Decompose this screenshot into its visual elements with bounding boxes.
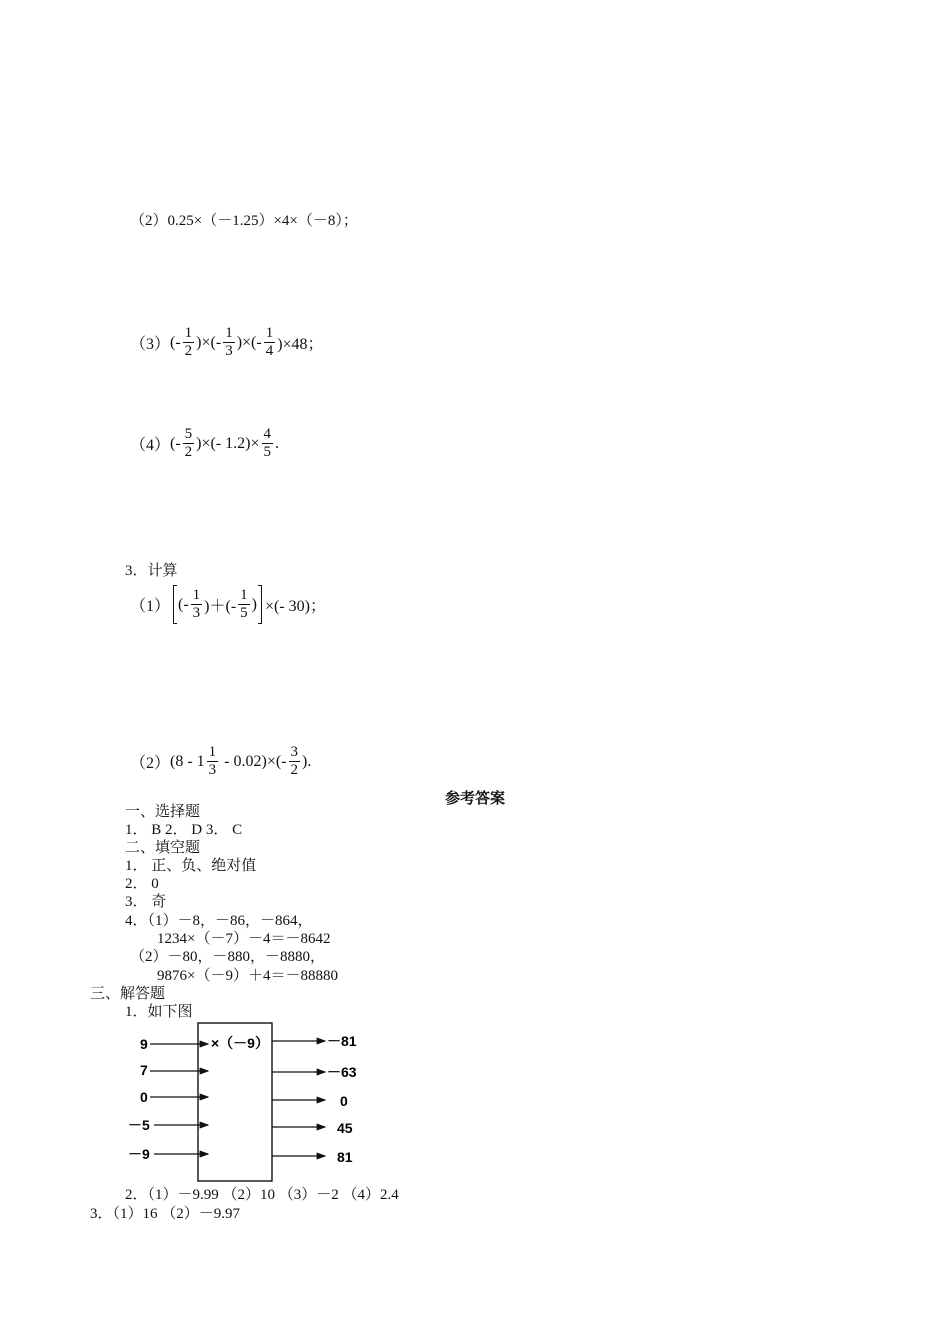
input-value: －9 (128, 1146, 150, 1162)
output-value: 81 (337, 1149, 353, 1165)
problem-3: （3） (- $\frac{1}{2}$ )×(- $\frac{1}{3}$ )×(- $\frac{1}{4}$ )×48； (130, 325, 324, 359)
problem-4-label: （4） (130, 437, 171, 454)
answer-line: 4．（1）－8，－86，－864， (125, 913, 313, 929)
output-value: －63 (327, 1064, 357, 1080)
output-value: 0 (340, 1093, 348, 1109)
answer-line: 9876×（－9）＋4＝－88880 (157, 968, 338, 984)
question-3-part-2: （2） (8 - 1 $\frac{1}{3}$ - 0.02)×(- $\frac{3}{2}$ ). (130, 744, 312, 778)
answer-line: 三、解答题 (90, 986, 166, 1002)
answer-line: 1234×（－7）－4＝－8642 (157, 931, 331, 947)
input-value: 7 (140, 1062, 148, 1078)
answer-line: 一、选择题 (125, 804, 201, 820)
fraction: $\frac{1}{4}$ (265, 325, 274, 359)
fraction: $\frac{1}{3}$ (225, 325, 233, 359)
fraction: $\frac{1}{2}$ (184, 325, 193, 359)
input-value: －5 (128, 1117, 150, 1133)
fraction: $\frac{3}{2}$ (290, 744, 299, 778)
problem-2: （2）0.25×（－1.25）×4×（－8）； (130, 213, 358, 229)
question-3-title: 3．计算 (125, 563, 178, 579)
answer-line: （2）－80，－880，－8880， (130, 949, 326, 965)
question-3-part-1: （1） (- $\frac{1}{3}$ )＋(- $\frac{1}{5}$ ) ×(- 30)； (130, 585, 326, 624)
answer-line: 3． 奇 (125, 894, 167, 910)
input-value: 0 (140, 1089, 148, 1105)
operation-label: ×（－9） (211, 1035, 269, 1051)
multiply-diagram (120, 1018, 370, 1188)
problem-4: （4） (- $\frac{5}{2}$ )×(- 1.2)× $\frac{4}{5}$ . (130, 426, 280, 460)
output-value: 45 (337, 1120, 353, 1136)
answer-line: 3．（1）16 （2）－9.97 (90, 1206, 241, 1222)
output-value: －81 (327, 1033, 357, 1049)
problem-3-label: （3） (130, 336, 171, 353)
answer-line: 1． 正、负、绝对值 (125, 858, 257, 874)
fraction: $\frac{1}{3}$ (208, 744, 217, 778)
q3-2-label: （2） (130, 755, 171, 772)
answer-line: 2． 0 (125, 876, 159, 892)
answers-title: 参考答案 (444, 791, 505, 807)
square-bracket: (- $\frac{1}{3}$ )＋(- $\frac{1}{5}$ ) (173, 585, 262, 624)
fraction: $\frac{5}{2}$ (184, 426, 193, 460)
fraction: $\frac{4}{5}$ (263, 426, 272, 460)
q3-1-label: （1） (130, 598, 171, 615)
input-value: 9 (140, 1036, 148, 1052)
answer-line: 1．如下图 (125, 1004, 193, 1020)
answer-line: 2．（1）－9.99 （2）10 （3）－2 （4）2.4 (125, 1187, 399, 1203)
answer-line: 1． B 2． D 3． C (125, 822, 243, 838)
answer-line: 二、填空题 (125, 840, 201, 856)
